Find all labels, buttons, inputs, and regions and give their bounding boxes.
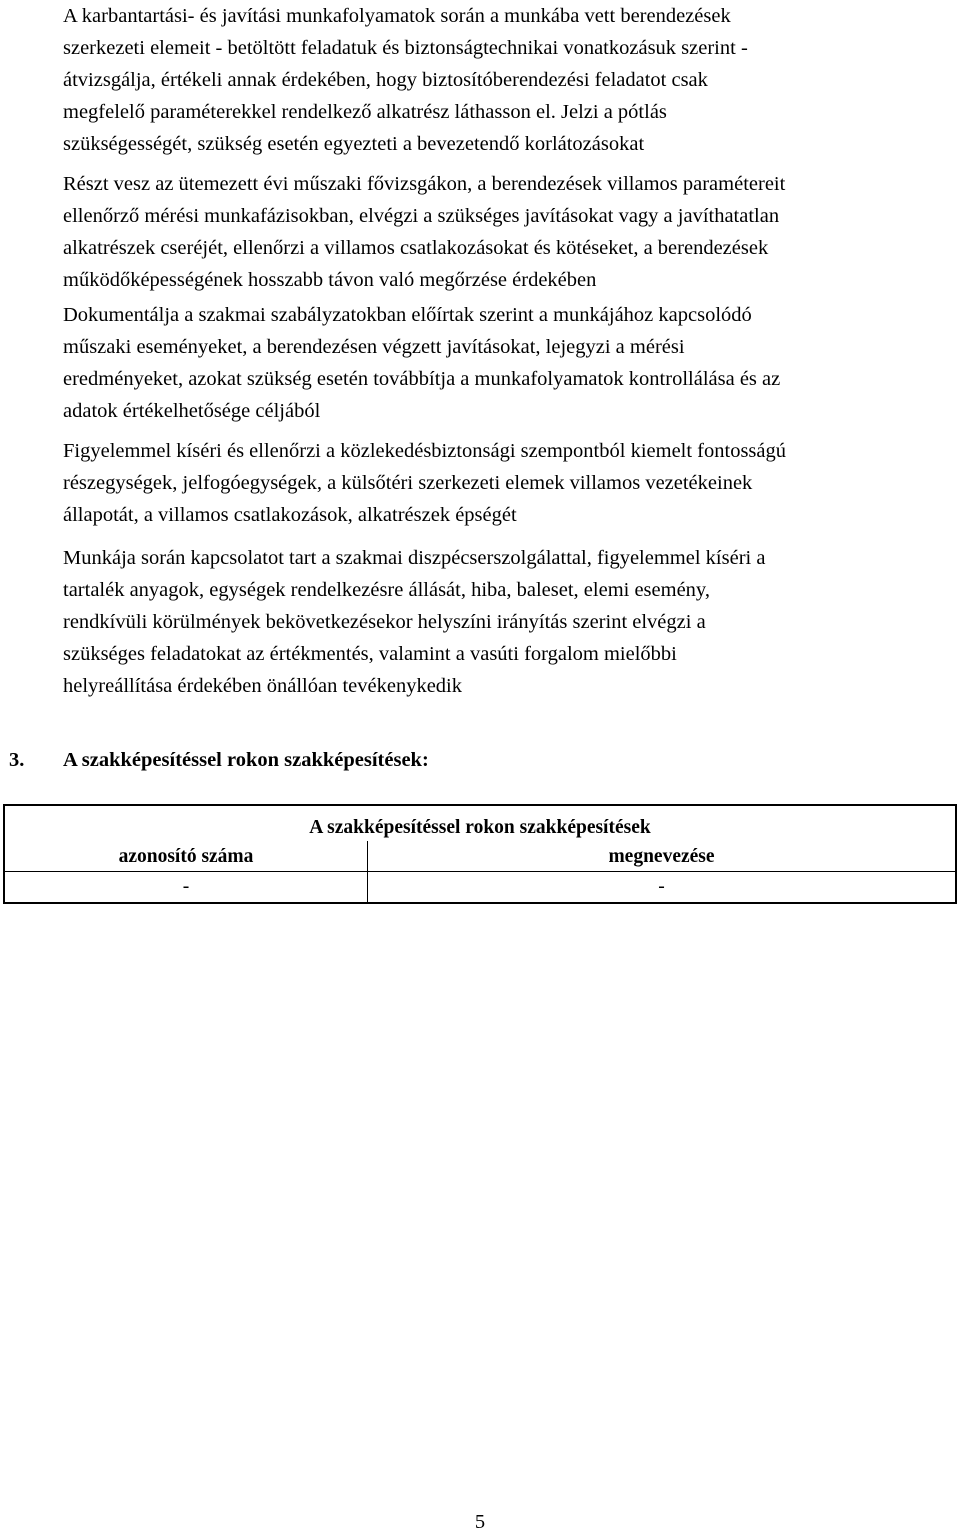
table-caption: A szakképesítéssel rokon szakképesítések [4,805,956,841]
table-row [4,872,956,904]
text-line: szükségességét, szükség esetén egyezteti a bevezetendő korlátozásokat [63,133,645,155]
section-number: 3. [9,749,25,771]
page-number: 5 [474,1511,486,1533]
text-line: Dokumentálja a szakmai szabályzatokban előírtak szerint a munkájához kapcsolódó [63,304,752,326]
text-line: részegységek, jelfogóegységek, a külsőtéri szerkezeti elemek villamos vezetékeinek [63,472,753,494]
column-header-name: megnevezése [368,841,957,872]
text-line: eredményeket, azokat szükség esetén továbbítja a munkafolyamatok kontrollálása és az [63,368,781,390]
paragraph-documentation [63,299,958,427]
text-line: adatok értékelhetősége céljából [63,400,321,422]
text-line: átvizsgálja, értékeli annak érdekében, hogy biztosítóberendezési feladatot csak [63,69,708,91]
text-line: működőképességének hosszabb távon való megőrzése érdekében [63,269,597,291]
text-line: állapotát, a villamos csatlakozások, alkatrészek épségét [63,504,517,526]
text-line: Figyelemmel kíséri és ellenőrzi a közlekedésbiztonsági szempontból kiemelt fontosságú [63,440,787,462]
text-line: szükséges feladatokat az értékmentés, valamint a vasúti forgalom mielőbbi [63,643,677,665]
column-header-id: azonosító száma [4,841,368,872]
text-line: Munkája során kapcsolatot tart a szakmai diszpécserszolgálattal, figyelemmel kíséri a [63,547,766,569]
related-qualifications-table [3,804,957,904]
text-line: szerkezeti elemeit - betöltött feladatuk és biztonságtechnikai vonatkozásuk szerint - [63,37,748,59]
table-caption-row [4,805,956,841]
paragraph-annual-inspection [63,168,958,296]
text-line: A karbantartási- és javítási munkafolyamatok során a munkába vett berendezések [63,5,731,27]
table-header-row [4,841,956,872]
text-line: megfelelő paraméterekkel rendelkező alkatrész láthasson el. Jelzi a pótlás [63,101,667,123]
table-cell: - [4,872,368,904]
paragraph-dispatcher-contact [63,542,958,702]
table-cell: - [368,872,957,904]
paragraph-maintenance-inspection [63,0,958,160]
text-line: tartalék anyagok, egységek rendelkezésre állását, hiba, baleset, elemi esemény, [63,579,710,601]
text-line: helyreállítása érdekében önállóan tevékenykedik [63,675,462,697]
text-line: Részt vesz az ütemezett évi műszaki fővizsgákon, a berendezések villamos paramétereit [63,173,786,195]
text-line: alkatrészek cseréjét, ellenőrzi a villamos csatlakozásokat és kötéseket, a berendezések [63,237,769,259]
text-line: műszaki eseményeket, a berendezésen végzett javításokat, lejegyzi a mérési [63,336,685,358]
paragraph-safety-monitoring [63,435,958,531]
section-title: A szakképesítéssel rokon szakképesítések: [63,749,429,771]
text-line: ellenőrző mérési munkafázisokban, elvégzi a szükséges javításokat vagy a javíthatatlan [63,205,780,227]
text-line: rendkívüli körülmények bekövetkezésekor helyszíni irányítás szerint elvégzi a [63,611,706,633]
